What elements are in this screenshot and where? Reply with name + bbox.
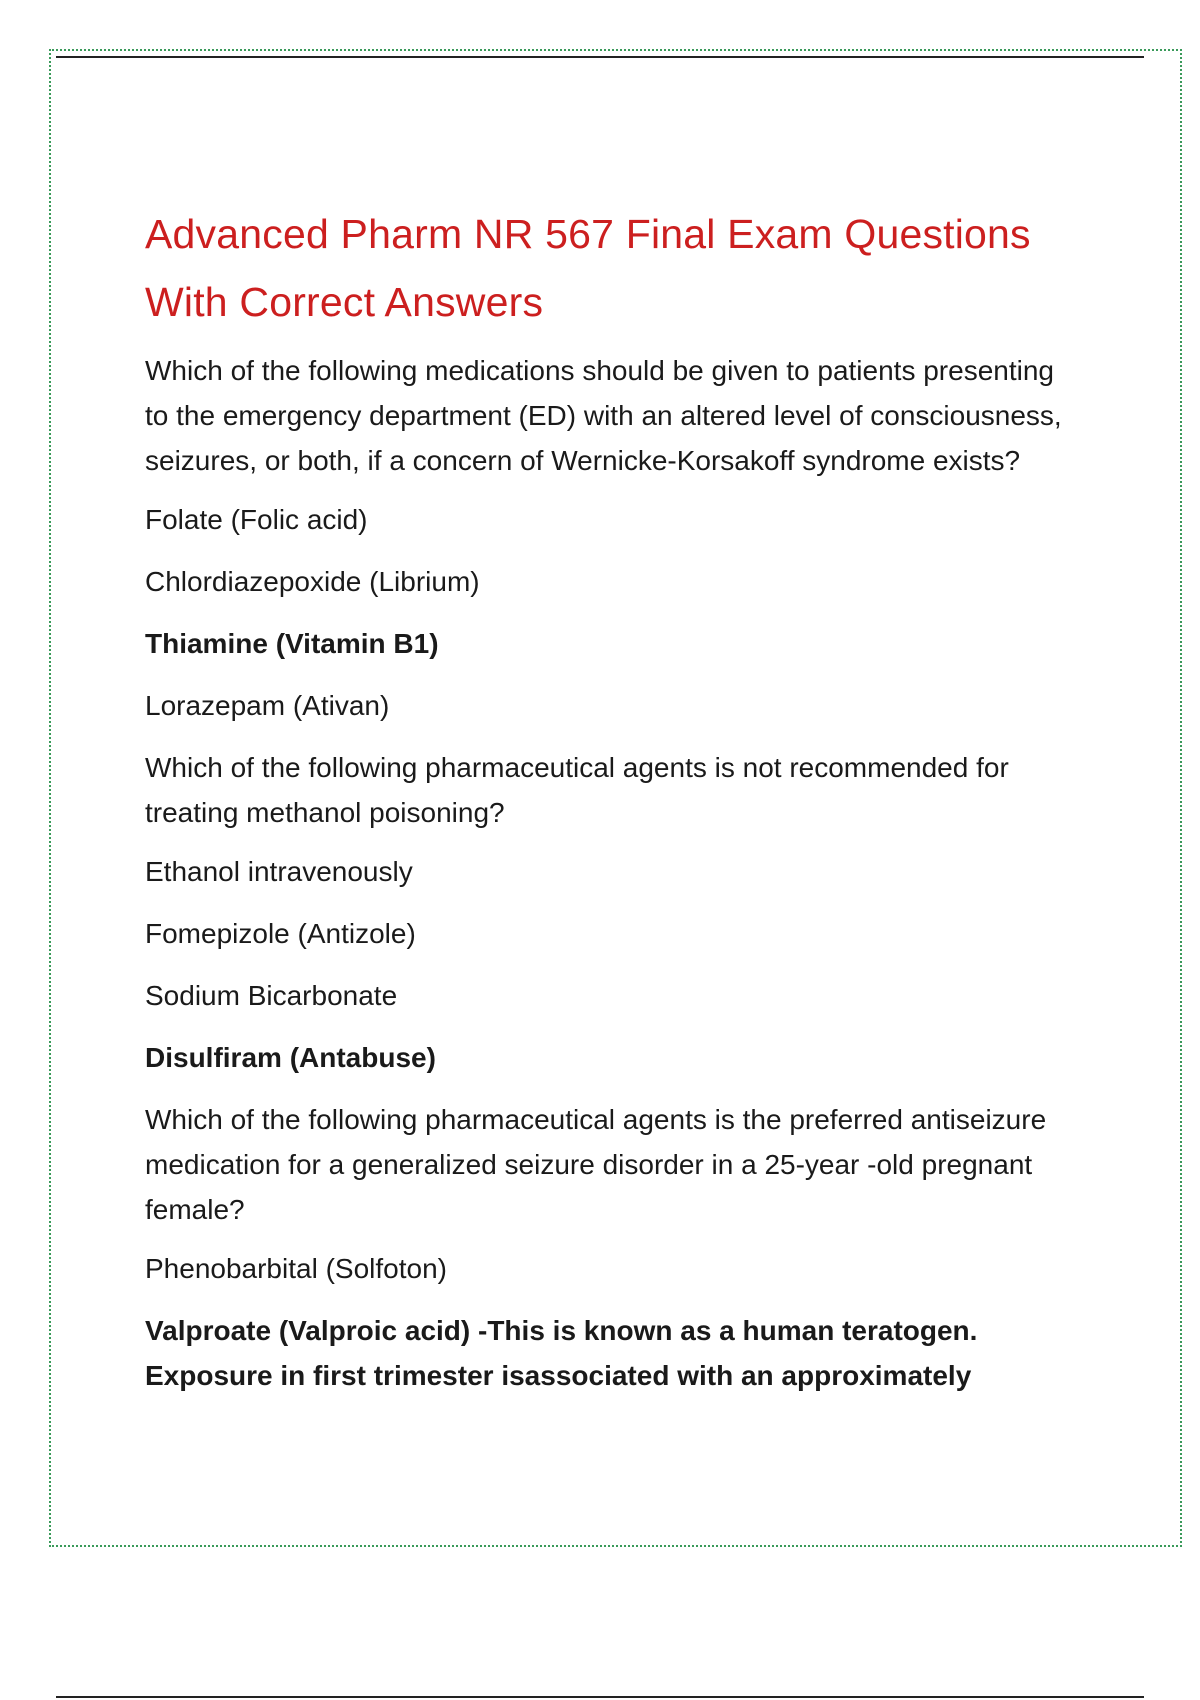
question-1-option-d: Lorazepam (Ativan) bbox=[145, 690, 390, 721]
question-2-option-b: Fomepizole (Antizole) bbox=[145, 918, 416, 949]
question-2-option-a: Ethanol intravenously bbox=[145, 856, 413, 887]
question-1: Which of the following medications should be given to patients presenting to the emergency department (ED) with an altered level of consciousness, seizures, or both, if a concern of Wernicke-Korsakoff syndrome exists? bbox=[145, 355, 1062, 476]
question-1-correct-answer: Thiamine (Vitamin B1) bbox=[145, 628, 439, 659]
question-3-correct-answer: Valproate (Valproic acid) -This is known as a human teratogen. Exposure in first trimester isassociated with an approximately bbox=[145, 1315, 978, 1391]
document-title: Advanced Pharm NR 567 Final Exam Questions With Correct Answers bbox=[145, 211, 1031, 325]
document-body bbox=[145, 200, 1085, 1398]
question-2: Which of the following pharmaceutical agents is not recommended for treating methanol poisoning? bbox=[145, 752, 1009, 828]
question-2-correct-answer: Disulfiram (Antabuse) bbox=[145, 1042, 436, 1073]
question-3: Which of the following pharmaceutical agents is the preferred antiseizure medication for a generalized seizure disorder in a 25-year -old pregnant female? bbox=[145, 1104, 1047, 1225]
question-1-option-a: Folate (Folic acid) bbox=[145, 504, 368, 535]
question-2-option-c: Sodium Bicarbonate bbox=[145, 980, 398, 1011]
question-1-option-b: Chlordiazepoxide (Librium) bbox=[145, 566, 480, 597]
header-rule bbox=[56, 56, 1144, 58]
question-3-option-a: Phenobarbital (Solfoton) bbox=[145, 1253, 447, 1284]
footer-rule bbox=[56, 1696, 1144, 1698]
